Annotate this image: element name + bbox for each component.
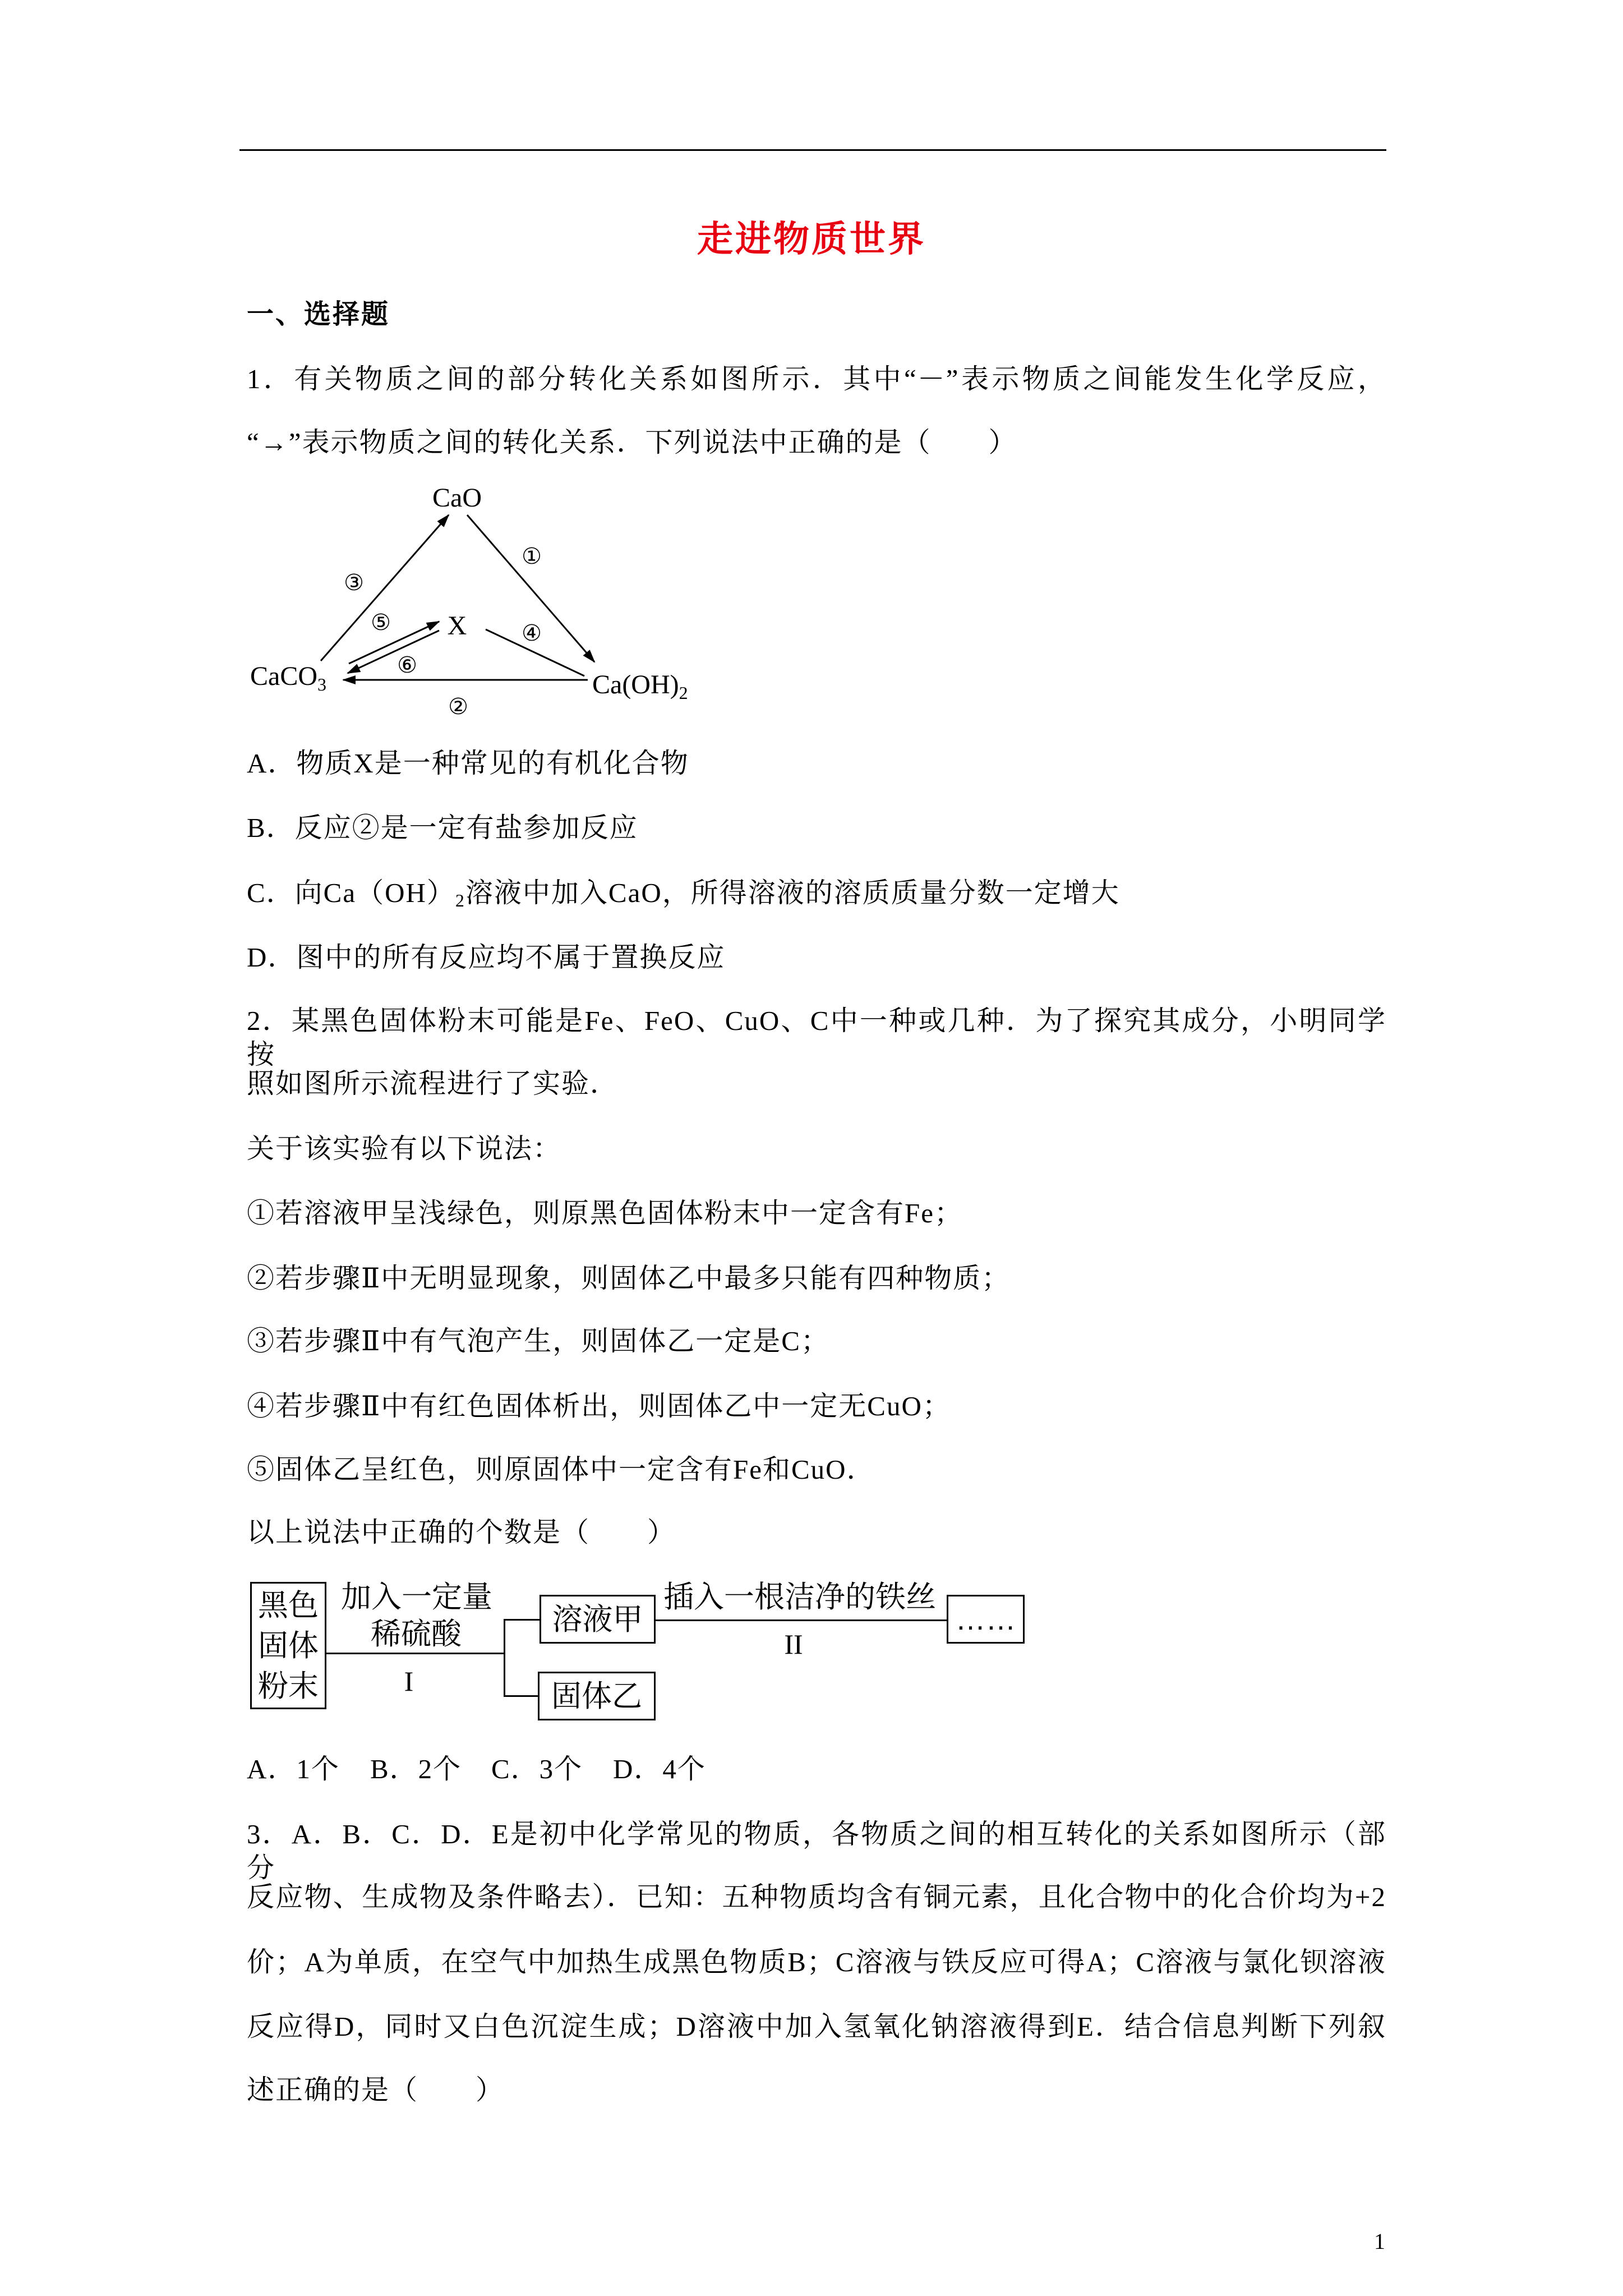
option-d: D．图中的所有反应均不属于置换反应 bbox=[247, 942, 726, 973]
conversion-diagram bbox=[224, 471, 707, 729]
option-c-text: 溶液中加入CaO，所得溶液的溶质质量分数一定增大 bbox=[465, 877, 1120, 908]
question-3-text: 价；A为单质，在空气中加热生成黑色物质B；C溶液与铁反应可得A；C溶液与氯化钡溶液 bbox=[247, 1947, 1386, 1977]
page-number: 1 bbox=[1374, 2229, 1385, 2254]
option-a: A．物质X是一种常见的有机化合物 bbox=[247, 748, 689, 779]
end-box bbox=[947, 1595, 1025, 1644]
step1-text: 稀硫酸 bbox=[371, 1617, 462, 1651]
option-c-text: C．向Ca（OH） bbox=[247, 877, 455, 908]
solid-box-text: 固体乙 bbox=[551, 1679, 642, 1713]
solid-box bbox=[538, 1672, 656, 1720]
statement-5: ⑤固体乙呈红色，则原固体中一定含有Fe和CuO． bbox=[247, 1454, 875, 1485]
step2-label: II bbox=[784, 1628, 803, 1660]
reaction-label-6: ⑥ bbox=[397, 652, 417, 678]
solution-box bbox=[540, 1595, 656, 1644]
caco3-label: CaCO$_3$ bbox=[250, 661, 326, 694]
connector-line bbox=[504, 1695, 538, 1697]
reaction-label-2: ② bbox=[448, 694, 468, 720]
connector-line bbox=[504, 1619, 540, 1621]
reaction-label-1: ① bbox=[522, 544, 542, 569]
header-rule bbox=[239, 149, 1386, 151]
statement-1: ①若溶液甲呈浅绿色，则原黑色固体粉末中一定含有Fe； bbox=[247, 1198, 963, 1228]
solution-box-text: 溶液甲 bbox=[552, 1602, 643, 1636]
cao-label: CaO bbox=[432, 483, 482, 513]
question-2-text: 2．某黑色固体粉末可能是Fe、FeO、CuO、C中一种或几种．为了探究其成分，小明同学按 bbox=[247, 1005, 1386, 1070]
statement-4: ④若步骤Ⅱ中有红色固体析出，则固体乙中一定无CuO； bbox=[247, 1391, 951, 1421]
x-label: X bbox=[447, 611, 467, 641]
arrow-caco3-to-cao bbox=[321, 515, 449, 661]
arrow-caco3-to-x bbox=[349, 622, 439, 664]
section-heading: 一、选择题 bbox=[247, 300, 390, 329]
start-box-text: 固体 bbox=[258, 1628, 319, 1663]
end-box-text: …… bbox=[955, 1602, 1016, 1636]
reaction-label-3: ③ bbox=[344, 570, 364, 596]
step2-text: 插入一根洁净的铁丝 bbox=[663, 1580, 936, 1614]
question-3-text: 反应得D，同时又白色沉淀生成；D溶液中加入氢氧化钠溶液得到E．结合信息判断下列叙 bbox=[247, 2011, 1386, 2042]
question-3-text: 反应物、生成物及条件略去）．已知：五种物质均含有铜元素，且化合物中的化合价均为+2 bbox=[247, 1881, 1386, 1912]
page-title: 走进物质世界 bbox=[697, 219, 926, 259]
question-2-text: 关于该实验有以下说法： bbox=[247, 1133, 562, 1164]
answer-option-a: A．1个 bbox=[247, 1754, 340, 1784]
question-3-text: 3．A．B．C．D．E是初中化学常见的物质，各物质之间的相互转化的关系如图所示（部分 bbox=[247, 1819, 1386, 1883]
question-2-prompt: 以上说法中正确的个数是（ ） bbox=[247, 1517, 676, 1548]
question-3-text: 述正确的是（ ） bbox=[247, 2074, 505, 2105]
answer-option-d: D．4个 bbox=[613, 1754, 706, 1784]
answer-option-c: C．3个 bbox=[491, 1754, 583, 1784]
connector-line bbox=[504, 1619, 505, 1697]
reaction-label-5: ⑤ bbox=[371, 610, 391, 636]
caoh2-label: $Ca(OH)_2$ bbox=[592, 670, 688, 703]
step1-label: I bbox=[404, 1665, 414, 1697]
question-1-text: 1．有关物质之间的部分转化关系如图所示．其中“－”表示物质之间能发生化学反应， bbox=[247, 364, 1386, 394]
option-c-subscript: 2 bbox=[455, 890, 465, 910]
question-1-text: “→”表示物质之间的转化关系．下列说法中正确的是（ ） bbox=[247, 427, 1017, 458]
statement-3: ③若步骤Ⅱ中有气泡产生，则固体乙一定是C； bbox=[247, 1326, 829, 1356]
arrow-x-to-caco3 bbox=[348, 631, 439, 673]
question-2-text: 照如图所示流程进行了实验． bbox=[247, 1068, 619, 1099]
start-box-text: 粉末 bbox=[258, 1669, 319, 1703]
option-c bbox=[247, 876, 1120, 910]
statement-2: ②若步骤Ⅱ中无明显现象，则固体乙中最多只能有四种物质； bbox=[247, 1263, 1011, 1294]
start-box-text: 黑色 bbox=[258, 1588, 319, 1622]
option-b: B．反应②是一定有盐参加反应 bbox=[247, 812, 638, 843]
reaction-label-4: ④ bbox=[522, 620, 542, 646]
connector-line bbox=[326, 1653, 505, 1654]
step1-text: 加入一定量 bbox=[341, 1580, 492, 1614]
answer-option-b: B．2个 bbox=[370, 1754, 462, 1784]
connector-line bbox=[656, 1619, 947, 1621]
start-box bbox=[250, 1582, 326, 1709]
